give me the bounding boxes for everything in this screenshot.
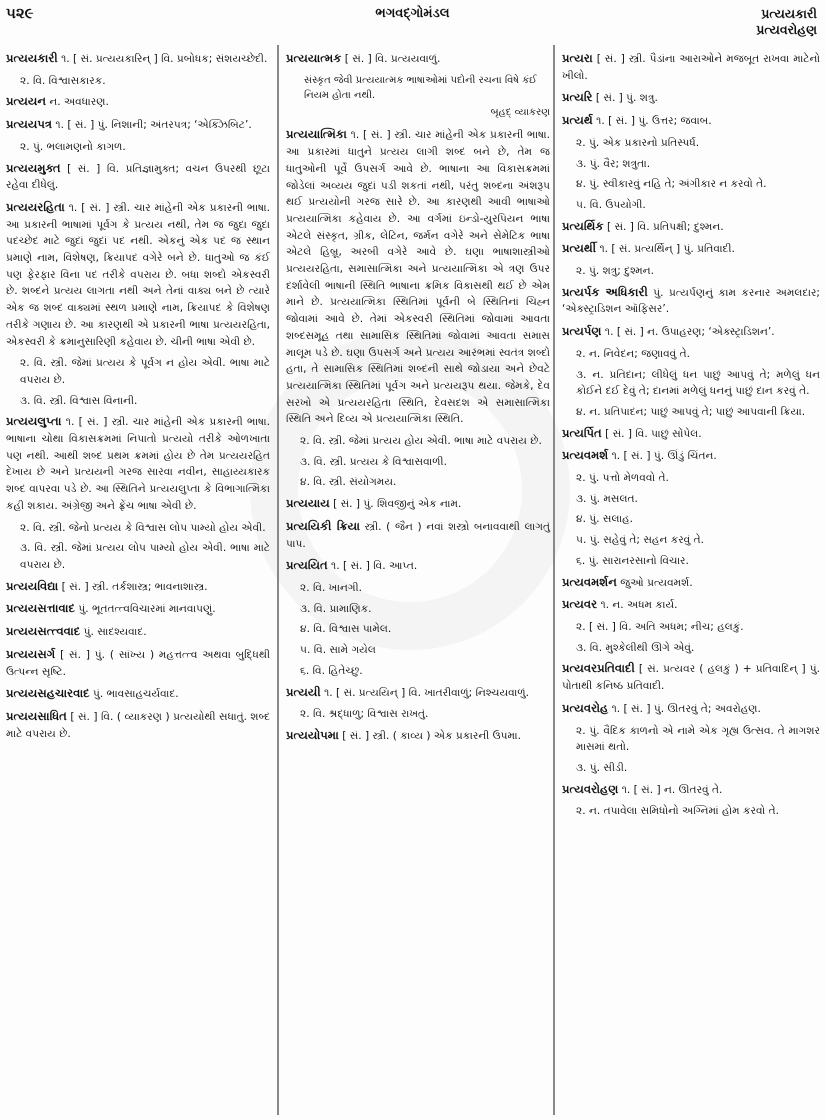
dictionary-entry: [562, 574, 820, 592]
quote-citation: બૃહદ્ વ્યાકરણ: [490, 106, 550, 118]
headword: પ્રત્યર્પિત: [562, 425, 602, 440]
dictionary-entry: [6, 685, 270, 703]
definition: ૧. [ સં. પ્રત્યર્થિન્ ] પું. પ્રતિવાદી.: [599, 243, 735, 256]
headword: પ્રત્યયસર્ગ: [6, 646, 56, 661]
headword: પ્રત્યયમુક્ત: [6, 160, 61, 175]
definition: ૧. [ સં. ] ન. ઊતરવું તે.: [621, 783, 723, 796]
definition: ૧. [ સં. ] સ્ત્રી. ચાર માંહેની એક પ્રકારની ભાષા. ભાષાના ચોથા વિકાસક્રમમાં નિપાતો પ્રત્યયો તરીકે ઓળખાતા પણ નથી. આથી શબ્દ પ્રથમ ક્રમમાં હોય છે તેમ પ્રત્યયરહિત દેખાય છે અને પ્રત્યયની ગરજ સારવા નવીન, સાહાય્યકારક શબ્દ વાપરવા પડે છે. આ સ્થિતિને પ્રત્યયલુપ્તા કે વિભાગાત્મિકા કહી શકાય. અંગ્રેજી અને ફ્રેંચ ભાષા એવી છે.: [6, 416, 270, 512]
sense: ૬. પું. સારાનરસાનો વિચાર.: [576, 554, 689, 567]
headword: પ્રત્યયી: [286, 684, 321, 699]
definition: ૧. ન. અધમ કાર્ય.: [600, 599, 678, 612]
guide-words: [756, 6, 817, 38]
headword: પ્રત્યયવિદ્યા: [6, 578, 59, 593]
definition: [ સં. ] સ્ત્રી. પૈડાંના આરાઓને મજબૂત રાખવા માટેનો ખીલો.: [562, 53, 820, 82]
definition: ૧. [ સં. ] પું. નિશાની; અંતરપત્ર; ‘એક્ઝિબિટ’.: [55, 119, 252, 132]
headword: પ્રત્યર્થી: [562, 241, 597, 256]
definition: ૧. [ સં. ] ન. ઉપાહરણ; ‘એક્સ્ટ્રાડિશન’.: [604, 326, 775, 339]
dictionary-title: ભગવદ્ગોમંડલ: [375, 6, 450, 21]
definition: [ સં. ] પું. ( સાંખ્ય ) મહત્તત્ત્વ અથવા બુદ્ધિથી ઉત્પન્ન સૃષ્ટિ.: [6, 648, 270, 678]
definition: ૧. [ સં. ] પું. ઊતરવું તે; અવરોહણ.: [611, 702, 761, 715]
headword: પ્રત્યયસત્તાવાદ: [6, 601, 75, 616]
column-2: [286, 50, 550, 750]
sense: ૩. વિ. સ્ત્રી. વિશ્વાસ વિનાની.: [20, 394, 138, 407]
guide-word-last: પ્રત્યવરોહણ: [756, 22, 817, 37]
dictionary-entry: [6, 116, 270, 134]
definition: પું. સાદશ્યવાદ.: [83, 626, 147, 639]
dictionary-entry: [286, 50, 550, 68]
dictionary-entry: [562, 596, 820, 614]
headword: પ્રત્યયાત્મિકા: [286, 127, 347, 142]
sense: ૨. પું. પત્તો મેળવવો તે.: [576, 472, 669, 485]
headword: પ્રત્યયિકી ક્રિયા: [286, 518, 360, 533]
headword: પ્રત્યર્પણ: [562, 324, 602, 339]
definition: [ સં. ] વિ. પ્રત્યયવાળું.: [344, 53, 441, 65]
dictionary-entry: [6, 160, 270, 194]
definition: પું. ભૂતતત્ત્વવિચારમાં માનવાપણું.: [78, 603, 216, 616]
dictionary-entry: [562, 781, 820, 799]
dictionary-entry: [562, 284, 820, 318]
sense: ૩. વિ. મુશ્કેલીથી ઊગે એવું.: [576, 641, 695, 654]
column-divider: [277, 45, 279, 1115]
headword: પ્રત્યયરહિતા: [6, 199, 65, 214]
sense: ૫. વિ. ઉપયોગી.: [576, 198, 646, 211]
definition: ૧. [ સં. ] સ્ત્રી. ચાર માંહેની એક પ્રકારની ભાષા. આ પ્રકારની ભાષામાં પૂર્વગ કે પ્રત્યય નથી, તેમ જ જુદા જુદા પદચ્છેદ માટે જુદાં જુદાં પદ નથી. એકનું એક પદ જ સ્થાન પ્રમાણે નામ, વિશેષણ, ક્રિયાપદ વગેરે બને છે. ધાતુઓ જ કંઈ પણ ફેરફાર વિના પદ તરીકે વપરાય છે. બધા શબ્દો એકસ્વરી છે. શબ્દને પ્રત્યય લાગતા નથી અને તેનાં વાક્ય બને છે ત્યારે એક જ શબ્દ વાક્યમાં સ્થળ પ્રમાણે નામ, ક્રિયાપદ કે વિશેષણ તરીકે ગણાય છે. આ કારણથી એ પ્રકારની ભાષા પ્રત્યયરહિતા, એકસ્વરી કે ક્રમાનુસારિણી કહેવાય છે. ચીની ભાષા એવી છે.: [6, 201, 270, 348]
headword: પ્રત્યયકારી: [6, 51, 58, 65]
dictionary-entry: [6, 578, 270, 596]
definition: જુઓ પ્રત્યવમર્શ.: [620, 576, 693, 589]
dictionary-entry: [6, 646, 270, 680]
definition: ૧. [ સં. પ્રત્યયકારિન્ ] વિ. પ્રબોધક; સંશયચ્છેદી.: [61, 53, 268, 65]
dictionary-entry: [562, 425, 820, 443]
headword: પ્રત્યવરપ્રતિવાદી: [562, 661, 635, 676]
headword: પ્રત્યવરોહ: [562, 700, 609, 715]
definition: [ સં. ] વિ. પ્રતિજ્ઞામુક્ત; વચન ઉપરથી છૂટા રહેવા દીધેલું.: [6, 162, 270, 192]
definition: સ્ત્રી. ( જૈન ) નવાં શસ્ત્રો બનાવવાથી લાગતું પાપ.: [286, 520, 550, 550]
dictionary-entry: [562, 112, 820, 130]
sense: ૨. વિ. ખાનગી.: [300, 581, 363, 594]
sense: ૪. ન. પ્રતિપાદન; પાછું આપવું તે; પાછું આપવાની ક્રિયા.: [576, 405, 806, 418]
sense: ૨. ન. નિવેદન; જણાવવું તે.: [576, 347, 691, 360]
headword: પ્રત્યર્પક અધિકારી: [562, 284, 648, 299]
headword: પ્રત્યયલુપ્તા: [6, 414, 62, 429]
guide-word-first: પ્રત્યયકારી: [761, 6, 817, 21]
dictionary-entry: [6, 600, 270, 618]
definition: ૧. [ સં. ] સ્ત્રી. ચાર માંહેની એક પ્રકારની ભાષા. આ પ્રકારમાં ધાતુને પ્રત્યય લાગી શબ્દ બને છે, તેમ જ ધાતુઓની પૂર્વે ઉપસર્ગ આવે છે. ભાષાના આ વિકાસક્રમમાં જોડેલાં અવ્યય જુદાં પડી શકતાં નથી, પરંતુ શબ્દના અંશરૂપ થઈ પ્રત્યયોની ગરજ સારે છે. આ કારણથી આવી ભાષાઓ પ્રત્યયાત્મિકા કહેવાય છે. આ વર્ગમાં ઇન્ડો-યુરપિયન ભાષા એટલે સંસ્કૃત, ગ્રીક, લેટિન, જર્મન વગેરે અને સેમેટિક ભાષા એટલે હિબ્રૂ, અરબી વગેરે આવે છે. ઘણા ભાષાશાસ્ત્રીઓ પ્રત્યયરહિતા, સમાસાત્મિકા અને પ્રત્યયાત્મિકા એ ત્રણ ઉપર દર્શાવેલી ભાષાની સ્થિતિ ભાષાના ક્રમિક વિકાસથી થઈ છે એમ માને છે. પ્રત્યયાત્મિકા સ્થિતિમાં પૂર્વની બે સ્થિતિનાં ચિહ્ન જોવામાં આવે છે. તેમાં એકસ્વરી સ્થિતિમાં જોવામાં આવતા શબ્દસમૂહ તથા સામાસિક સ્થિતિમાં જોવામાં આવતા સમાસ માલૂમ પડે છે. ઘણા ઉપસર્ગ અને પ્રત્યય આરંભમાં સ્વતંત્ર શબ્દો હતા, તે સામાસિક સ્થિતિમાં શબ્દની સાથે જોડાયા અને છેવટે પ્રત્યયાત્મિકા સ્થિતિમાં પૂર્વગ અને પ્રત્યયરૂપ થયા. જેમકે, દેવ સરખો એ પ્રત્યયરહિતા સ્થિતિ, દેવસદશ એ સમાસાત્મિકા સ્થિતિ અને દિવ્ય એ પ્રત્યયાત્મિકા સ્થિતિ.: [286, 129, 550, 426]
headword: પ્રત્યર્થિક: [562, 218, 604, 233]
sense: ૪. વિ. વિશ્વાસ પામેલ.: [300, 623, 392, 636]
definition: પું. પ્રત્યર્પણનું કામ કરનાર અમલદાર; ‘એક્સ્ટ્રાડિશન ઑફિસર’.: [562, 286, 820, 316]
headword: પ્રત્યવમર્શ: [562, 448, 609, 463]
sense: ૨. [ સં. ] વિ. અતિ અધમ; નીચ; હલકું.: [576, 620, 744, 633]
dictionary-entry: [286, 727, 550, 745]
definition: [ સં. પ્રત્યવર ( હલકું ) + પ્રતિવાદિન્ ] પું. પોતાથી કનિષ્ઠ પ્રતિવાદી.: [562, 663, 820, 693]
sense: ૨. પું. વૈદિક કાળનો એ નામે એક ગૃહ્ય ઉત્સવ. તે માગશર માસમાં થતો.: [576, 724, 820, 754]
sense: ૫. વિ. સામે ગયેલ: [300, 644, 376, 657]
column-1: [6, 50, 270, 747]
definition: [ સં. ] વિ. ( વ્યાકરણ ) પ્રત્યયોથી સધાતું. શબ્દ માટે વપરાય છે.: [6, 710, 270, 740]
definition: ૧. [ સં. ] પું. ઉત્તર; જવાબ.: [596, 115, 712, 128]
sense: ૩. વિ. સ્ત્રી. જેમાં પ્રત્યય લોપ પામ્યો હોય એવી. ભાષા માટે વપરાય છે.: [20, 542, 270, 571]
sense: ૪. પું. સલાહ.: [576, 513, 633, 526]
headword: પ્રત્યયસત્ત્વવાદ: [6, 624, 81, 639]
sense: ૨. વિ. સ્ત્રી. જેમાં પ્રત્યય હોય એવી. ભાષા માટે વપરાય છે.: [300, 435, 542, 448]
sense: ૩. ન. પ્રતિદાન; લીધેલું ધન પાછું આપવું તે; મળેલું ધન કોઈને દઈ દેવું તે; દાનમાં મળેલું ધનનું પાછું દાન કરવું તે.: [576, 368, 820, 398]
column-3: [562, 50, 820, 824]
sense: ૨. વિ. શ્રદ્ધાળુ; વિશ્વાસ રાખતું.: [300, 708, 429, 721]
definition: [ સં. ] સ્ત્રી. ( કાવ્ય ) એક પ્રકારની ઉપમા.: [342, 729, 521, 742]
headword: પ્રત્યયાત્મક: [286, 51, 342, 65]
definition: ૧. [ સં. પ્રત્યયિન્ ] વિ. ખાતરીવાળું; નિશ્ચયવાળું.: [324, 686, 529, 699]
definition: [ સં. ] પું. શિવજીનું એક નામ.: [333, 498, 462, 511]
sense: ૨. ન. તપાવેલા સમિધોનો અગ્નિમાં હોમ કરવો તે.: [576, 805, 779, 818]
dictionary-entry: [6, 623, 270, 641]
dictionary-entry: [562, 323, 820, 341]
dictionary-entry: [6, 413, 270, 514]
dictionary-entry: [286, 518, 550, 552]
sense: ૩. વિ. પ્રામાણિક.: [300, 602, 372, 615]
headword: પ્રત્યવર: [562, 597, 598, 612]
definition: ૧. [ સં. ] વિ. આપ્ત.: [331, 560, 418, 573]
headword: પ્રત્યયસાધિત: [6, 708, 67, 723]
dictionary-entry: [6, 50, 270, 68]
headword: પ્રત્યયિત: [286, 558, 328, 573]
dictionary-entry: [286, 557, 550, 575]
headword: પ્રત્યયન: [6, 94, 46, 109]
headword: પ્રત્યયોપમા: [286, 727, 339, 742]
sense: ૨. વિ. સ્ત્રી. જેમાં પ્રત્યય કે પૂર્વગ ન હોય એવી. ભાષા માટે વપરાય છે.: [20, 357, 270, 386]
sense: ૨. પું. એક પ્રકારનો પ્રતિસ્પર્ધ.: [576, 136, 700, 149]
sense: ૪. પું. સ્વીકારવું નહિ તે; અંગીકાર ન કરવો તે.: [576, 178, 767, 191]
definition: પું. ભાવસાહચર્યવાદ.: [93, 688, 179, 701]
dictionary-entry: [562, 447, 820, 465]
sense: ૨. વિ. વિશ્વાસકારક.: [20, 74, 106, 87]
sense: ૨. પું. ભલામણનો કાગળ.: [20, 140, 126, 153]
sense: ૪. વિ. સ્ત્રી. સંયોગમય.: [300, 476, 397, 489]
dictionary-entry: [562, 218, 820, 236]
dictionary-entry: [562, 700, 820, 718]
headword: પ્રત્યર્થ: [562, 113, 593, 128]
dictionary-entry: [562, 660, 820, 694]
dictionary-entry: [6, 199, 270, 350]
dictionary-entry: [286, 495, 550, 513]
usage-quote: સંસ્કૃત જેવી પ્રત્યયાત્મક ભાષાઓમાં પદોની રચના વિષે કંઈ નિયમ હોતા નથી.: [304, 74, 537, 101]
sense: ૨. પું. શત્રુ; દુશ્મન.: [576, 265, 655, 278]
dictionary-entry: [562, 89, 820, 107]
page-number: ૫૨૯: [6, 4, 34, 22]
headword: પ્રત્યયસહચારવાદ: [6, 686, 90, 701]
headword: પ્રત્યયાય: [286, 496, 330, 511]
sense: ૩. પું. વૈર; શત્રુતા.: [576, 157, 651, 170]
sense: ૩. વિ. સ્ત્રી. પ્રત્યય કે વિશ્વાસવાળી.: [300, 455, 447, 468]
definition: ન. અવધારણ.: [49, 96, 109, 109]
definition: [ સં. ] સ્ત્રી. તર્કશાસ્ત્ર; ભાવનાશાસ્ત્ર.: [61, 580, 208, 593]
definition: [ સં. ] વિ. પ્રતિપક્ષી; દુશ્મન.: [606, 220, 724, 233]
dictionary-entry: [562, 50, 820, 84]
dictionary-entry: [562, 240, 820, 258]
headword: પ્રત્યરિ: [562, 90, 593, 105]
dictionary-entry: [286, 684, 550, 702]
headword: પ્રત્યવરોહણ: [562, 781, 619, 796]
column-divider: [553, 45, 555, 1115]
sense: ૨. વિ. સ્ત્રી. જેનો પ્રત્યય કે વિશ્વાસ લોપ પામ્યો હોય એવી.: [20, 521, 266, 534]
dictionary-entry: [6, 708, 270, 742]
definition: ૧. [ સં. ] પું. ઊંડું ચિંતન.: [611, 450, 717, 463]
definition: [ સં. ] વિ. પાછું સોંપેલ.: [605, 427, 702, 440]
headword: પ્રત્યરા: [562, 51, 593, 65]
sense: ૬. વિ. હિતેચ્છુ.: [300, 664, 363, 677]
headword: પ્રત્યયપત્ર: [6, 117, 53, 132]
sense: ૩. પું. સીડી.: [576, 761, 628, 774]
dictionary-entry: [286, 126, 550, 428]
sense: ૩. પું. મસલત.: [576, 492, 638, 505]
dictionary-entry: [6, 93, 270, 111]
sense: ૫. પું. સહેવું તે; સહન કરવું તે.: [576, 534, 705, 547]
headword: પ્રત્યવમર્શન: [562, 574, 617, 589]
definition: [ સં. ] પું. શત્રુ.: [595, 92, 658, 105]
